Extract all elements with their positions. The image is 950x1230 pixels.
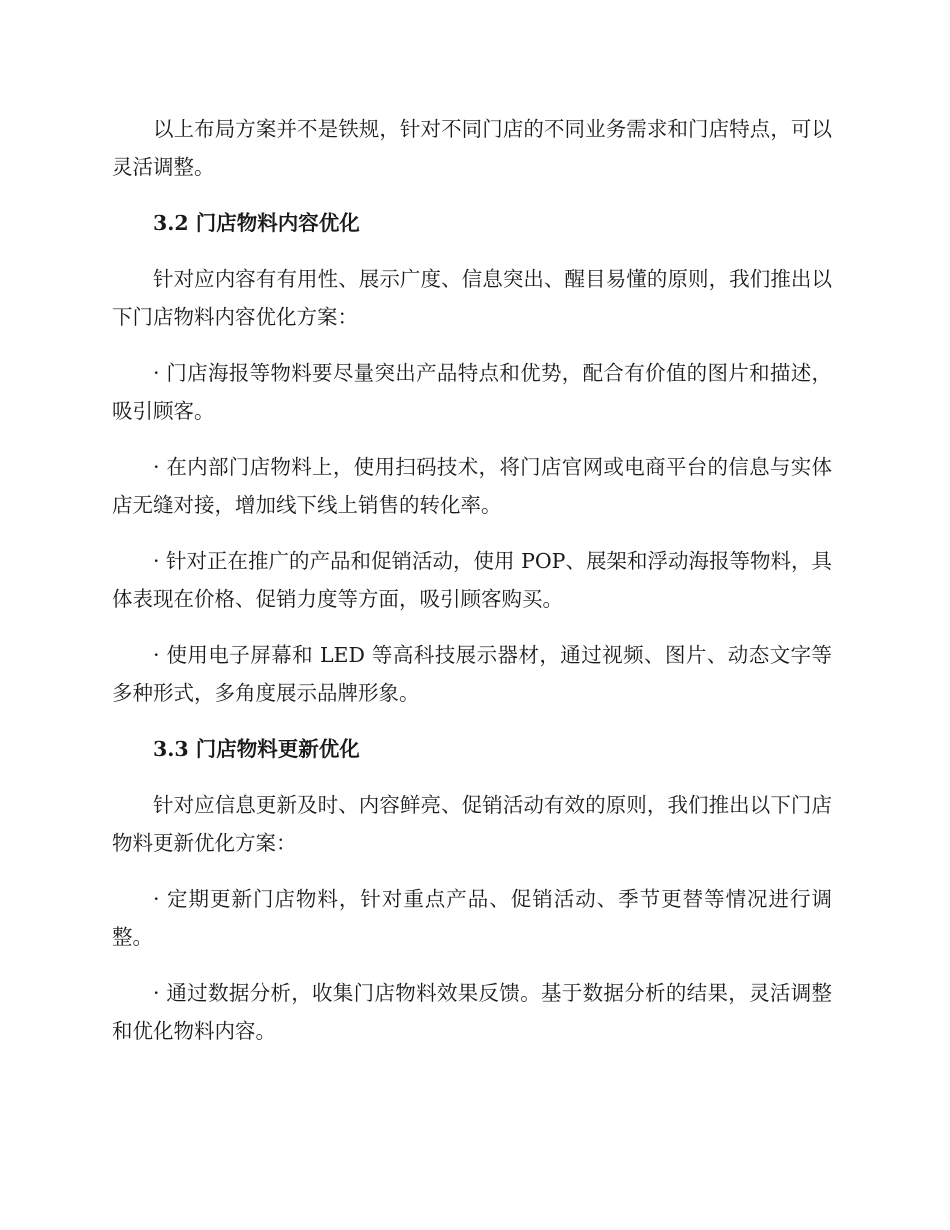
paragraph-content-principles: 针对应内容有有用性、展示广度、信息突出、醒目易懂的原则，我们推出以下门店物料内容优化方案： bbox=[112, 267, 832, 329]
section-heading-3-3: 3.3 门店物料更新优化 bbox=[153, 737, 360, 761]
paragraph-layout-note: 以上布局方案并不是铁规，针对不同门店的不同业务需求和门店特点，可以灵活调整。 bbox=[112, 117, 832, 179]
bullet-pop-display: · 针对正在推广的产品和促销活动，使用 POP、展架和浮动海报等物料，具体表现在价格、促销力度等方面，吸引顾客购买。 bbox=[112, 549, 832, 611]
bullet-led-screen: · 使用电子屏幕和 LED 等高科技展示器材，通过视频、图片、动态文字等多种形式，多角度展示品牌形象。 bbox=[112, 643, 832, 705]
document-page bbox=[112, 110, 832, 1068]
bullet-poster-highlight: · 门店海报等物料要尽量突出产品特点和优势，配合有价值的图片和描述，吸引顾客。 bbox=[112, 361, 832, 423]
paragraph-update-principles: 针对应信息更新及时、内容鲜亮、促销活动有效的原则，我们推出以下门店物料更新优化方案： bbox=[112, 793, 832, 855]
section-heading-3-2: 3.2 门店物料内容优化 bbox=[153, 211, 360, 235]
bullet-data-analysis: · 通过数据分析，收集门店物料效果反馈。基于数据分析的结果，灵活调整和优化物料内容。 bbox=[112, 981, 832, 1043]
bullet-regular-update: · 定期更新门店物料，针对重点产品、促销活动、季节更替等情况进行调整。 bbox=[112, 887, 832, 949]
bullet-qr-code: · 在内部门店物料上，使用扫码技术，将门店官网或电商平台的信息与实体店无缝对接，增加线下线上销售的转化率。 bbox=[112, 455, 832, 517]
